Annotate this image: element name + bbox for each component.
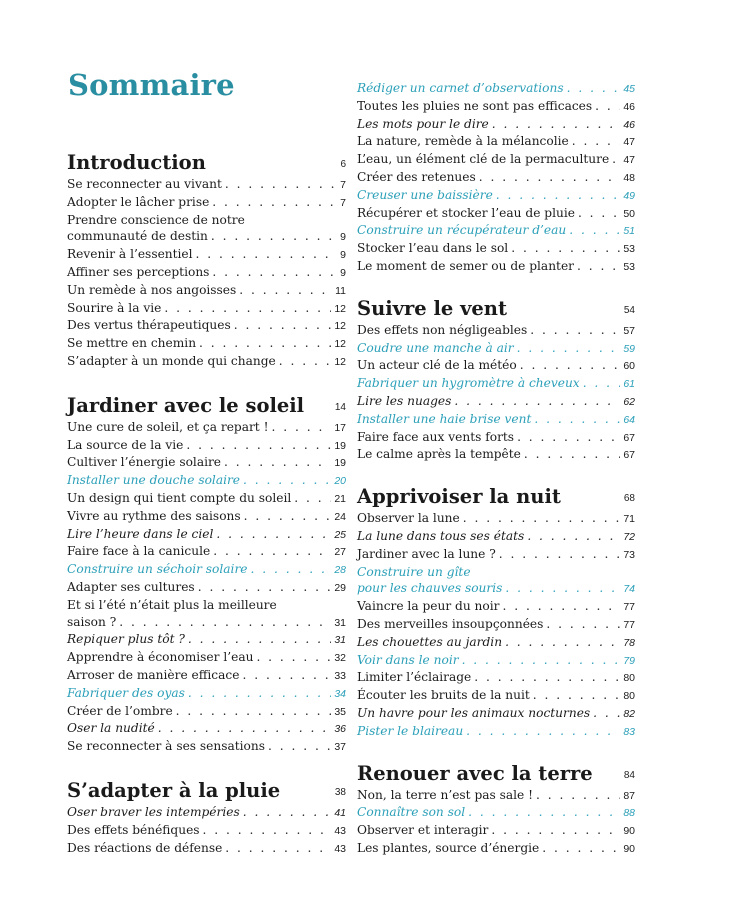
dot-leader [188, 631, 331, 648]
toc-section [357, 294, 635, 464]
toc-entry[interactable] [357, 151, 635, 169]
entry-title: Connaître son sol [357, 805, 466, 820]
entry-page-number: 31 [334, 634, 346, 647]
dot-leader [474, 669, 620, 686]
section-heading [67, 391, 346, 417]
entry-page-number: 87 [623, 789, 635, 802]
dot-leader [213, 543, 331, 560]
entry-page-number: 74 [623, 583, 635, 596]
toc-entry[interactable] [357, 98, 635, 116]
toc-entry[interactable] [67, 561, 346, 579]
toc-entry[interactable] [357, 222, 635, 240]
dot-leader [492, 116, 621, 133]
entry-page-number: 46 [623, 100, 635, 113]
entry-page-number: 90 [623, 842, 635, 855]
dot-leader [212, 264, 337, 281]
entry-page-number: 64 [623, 413, 635, 426]
entry-title: Limiter l’éclairage [357, 670, 472, 685]
entry-title: Les mots pour le dire [357, 116, 489, 131]
dot-leader [186, 437, 331, 454]
entry-title: Toutes les pluies ne sont pas efficaces [357, 98, 593, 113]
entry-title: Faire face aux vents forts [357, 429, 515, 444]
entry-title: Se mettre en chemin [67, 336, 197, 351]
dot-leader [225, 176, 337, 193]
entry-title: Affiner ses perceptions [67, 264, 210, 279]
entry-page-number: 24 [334, 510, 346, 523]
toc-entry[interactable] [67, 804, 346, 822]
entry-page-number: 36 [334, 723, 346, 736]
dot-leader [530, 322, 620, 339]
dot-leader [468, 804, 620, 821]
entry-page-number: 82 [623, 707, 635, 720]
dot-leader [593, 705, 620, 722]
entry-page-number: 12 [334, 302, 346, 315]
dot-leader [211, 228, 337, 245]
entry-page-number: 7 [340, 196, 346, 209]
entry-title: Coudre une manche à air [357, 340, 514, 355]
entry-page-number: 60 [623, 360, 635, 373]
dot-leader [520, 357, 621, 374]
section-heading [357, 482, 635, 508]
entry-title: saison ? [67, 614, 117, 629]
toc-entry[interactable] [357, 705, 635, 723]
entry-title: Des effets non négligeables [357, 322, 528, 337]
toc-entry[interactable] [357, 787, 635, 805]
dot-leader [164, 300, 331, 317]
entry-title: Non, la terre n’est pas sale ! [357, 787, 534, 802]
entry-page-number: 73 [623, 548, 635, 561]
entry-title: Des vertus thérapeutiques [67, 318, 231, 333]
entry-title: Oser braver les intempéries [67, 804, 240, 819]
entry-page-number: 67 [623, 431, 635, 444]
toc-entry[interactable] [357, 652, 635, 670]
entry-title: L’eau, un élément clé de la permaculture [357, 152, 610, 167]
toc-entry[interactable] [67, 667, 346, 685]
entry-page-number: 9 [340, 231, 346, 244]
section-title[interactable]: Jardiner avec le soleil [67, 393, 305, 417]
entry-page-number: 29 [334, 581, 346, 594]
toc-entry[interactable] [357, 616, 635, 634]
toc-entry[interactable] [357, 840, 635, 858]
toc-entry[interactable] [67, 703, 346, 721]
entry-title: Un design qui tient compte du soleil [67, 490, 292, 505]
entry-title: Construire un récupérateur d’eau [357, 223, 567, 238]
entry-title: Créer des retenues [357, 169, 476, 184]
dot-leader [463, 510, 621, 527]
dot-leader [279, 353, 332, 370]
entry-page-number: 79 [623, 654, 635, 667]
section-page-number: 84 [623, 769, 635, 781]
entry-title: S’adapter à un monde qui change [67, 353, 276, 368]
toc-entry[interactable] [67, 526, 346, 544]
dot-leader [294, 490, 331, 507]
toc-section [357, 759, 635, 858]
entry-title: pour les chauves souris [357, 581, 503, 596]
entry-page-number: 90 [623, 825, 635, 838]
entry-page-number: 9 [340, 266, 346, 279]
dot-leader [212, 194, 337, 211]
toc-entry[interactable] [67, 472, 346, 490]
entry-page-number: 47 [623, 136, 635, 149]
entry-title: Fabriquer un hygromètre à cheveux [357, 376, 580, 391]
section-heading [67, 776, 346, 802]
dot-leader [479, 169, 621, 186]
page-title: Sommaire [68, 68, 235, 102]
toc-entry[interactable] [357, 723, 635, 741]
entry-title: Installer une haie brise vent [357, 411, 532, 426]
entry-title: Le moment de semer ou de planter [357, 258, 574, 273]
section-page-number: 54 [623, 304, 635, 316]
entry-title: Lire l’heure dans le ciel [67, 526, 214, 541]
toc-entry[interactable] [357, 822, 635, 840]
dot-leader [466, 723, 620, 740]
entry-page-number: 12 [334, 338, 346, 351]
toc-entry[interactable] [357, 411, 635, 429]
toc-entry[interactable] [67, 685, 346, 703]
entry-page-number: 12 [334, 355, 346, 368]
entry-page-number: 27 [334, 546, 346, 559]
entry-title: Pister le blaireau [357, 723, 464, 738]
section-heading [357, 759, 635, 785]
entry-title: Rédiger un carnet d’observations [357, 81, 564, 95]
toc-entry[interactable] [67, 490, 346, 508]
toc-entry[interactable] [357, 669, 635, 687]
dot-leader [491, 822, 620, 839]
dot-leader [454, 393, 620, 410]
toc-entry[interactable] [67, 649, 346, 667]
toc-entry[interactable] [357, 446, 635, 464]
toc-entry[interactable] [357, 116, 635, 134]
dot-leader [595, 98, 620, 115]
toc-entry[interactable] [357, 322, 635, 340]
entry-title: Un remède à nos angoisses [67, 282, 237, 297]
entry-title: La lune dans tous ses états [357, 528, 525, 543]
entry-page-number: 77 [623, 601, 635, 614]
dot-leader [462, 652, 621, 669]
section-title[interactable]: S’adapter à la pluie [67, 778, 281, 802]
entry-title: Récupérer et stocker l’eau de pluie [357, 205, 575, 220]
toc-entry[interactable] [357, 205, 635, 223]
toc-entry[interactable] [67, 614, 346, 632]
entry-page-number: 33 [334, 669, 346, 682]
toc-entry[interactable] [357, 528, 635, 546]
entry-page-number: 17 [334, 421, 346, 434]
dot-leader [524, 446, 620, 463]
entry-title: Se reconnecter au vivant [67, 177, 222, 191]
toc-entry[interactable] [357, 580, 635, 598]
section-title[interactable]: Renouer avec la terre [357, 761, 593, 785]
entry-title: Des effets bénéfiques [67, 822, 200, 837]
entry-title: Adapter ses cultures [67, 579, 195, 594]
entry-title: Stocker l’eau dans le sol [357, 241, 509, 256]
toc-entry[interactable]: Et si l’été n’était plus la meilleure [67, 597, 277, 612]
toc-entry[interactable] [67, 228, 346, 246]
dot-leader [268, 738, 331, 755]
entry-title: Adopter le lâcher prise [67, 194, 210, 209]
dot-leader [612, 151, 620, 168]
section-page-number: 6 [340, 159, 346, 170]
entry-page-number: 61 [623, 378, 635, 391]
toc-entry[interactable] [67, 631, 346, 649]
entry-page-number: 50 [623, 207, 635, 220]
dot-leader [517, 340, 621, 357]
entry-page-number: 47 [623, 154, 635, 167]
dot-leader [243, 472, 331, 489]
entry-page-number: 43 [334, 824, 346, 837]
toc-entry[interactable]: Construire un gîte [357, 564, 471, 579]
entry-title: Sourire à la vie [67, 300, 162, 315]
toc-entry[interactable] [67, 454, 346, 472]
toc-entry[interactable] [357, 804, 635, 822]
dot-leader [271, 419, 331, 436]
dot-leader [505, 580, 620, 597]
entry-title: Une cure de soleil, et ça repart ! [67, 419, 269, 434]
toc-entry[interactable] [67, 317, 346, 335]
entry-title: Fabriquer des oyas [67, 685, 185, 700]
entry-title: Vivre au rythme des saisons [67, 508, 241, 523]
entry-page-number: 20 [334, 475, 346, 488]
dot-leader [225, 840, 331, 857]
entry-page-number: 49 [623, 189, 635, 202]
dot-leader [199, 335, 331, 352]
toc-entry[interactable] [357, 258, 635, 276]
entry-page-number: 31 [334, 616, 346, 629]
dot-leader [569, 222, 620, 239]
toc-entry[interactable] [67, 176, 346, 194]
toc-entry[interactable] [357, 133, 635, 151]
entry-title: communauté de destin [67, 229, 208, 244]
entry-title: La nature, remède à la mélancolie [357, 134, 569, 149]
dot-leader [244, 508, 332, 525]
toc-entry[interactable] [357, 510, 635, 528]
dot-leader [234, 317, 332, 334]
toc-entry[interactable] [67, 720, 346, 738]
entry-title: Repiquer plus tôt ? [67, 632, 185, 647]
entry-page-number: 46 [623, 118, 635, 131]
entry-page-number: 45 [623, 83, 635, 95]
section-heading [357, 294, 635, 320]
dot-leader [188, 685, 331, 702]
entry-page-number: 48 [623, 171, 635, 184]
entry-title: Creuser une baissière [357, 187, 493, 202]
dot-leader [243, 804, 332, 821]
entry-title: Lire les nuages [357, 393, 452, 408]
entry-page-number: 67 [623, 449, 635, 462]
toc-column-right [357, 80, 635, 858]
entry-page-number: 21 [334, 492, 346, 505]
entry-page-number: 83 [623, 725, 635, 738]
section-title[interactable]: Introduction [67, 151, 206, 174]
dot-leader [196, 246, 338, 263]
entry-page-number: 37 [334, 741, 346, 754]
dot-leader [527, 528, 620, 545]
entry-title: Écouter les bruits de la nuit [357, 688, 530, 703]
entry-page-number: 32 [334, 652, 346, 665]
dot-leader [502, 598, 620, 615]
dot-leader [198, 579, 332, 596]
toc-entry[interactable] [357, 393, 635, 411]
toc-entry[interactable] [67, 508, 346, 526]
toc-section [67, 391, 346, 756]
toc-entry[interactable] [67, 246, 346, 264]
dot-leader [577, 258, 620, 275]
entry-title: Les chouettes au jardin [357, 634, 503, 649]
entry-page-number: 25 [334, 528, 346, 541]
entry-title: Revenir à l’essentiel [67, 247, 193, 262]
dot-leader [119, 614, 331, 631]
entry-title: Installer une douche solaire [67, 473, 241, 488]
toc-entry[interactable] [357, 240, 635, 258]
toc-column-left [67, 148, 346, 857]
toc-entry[interactable] [357, 375, 635, 393]
dot-leader [242, 667, 331, 684]
entry-title: Un havre pour les animaux nocturnes [357, 705, 591, 720]
toc-entry[interactable] [67, 738, 346, 756]
dot-leader [542, 840, 620, 857]
entry-title: Les plantes, source d’énergie [357, 840, 540, 855]
entry-title: Oser la nudité [67, 721, 155, 736]
dot-leader [239, 282, 332, 299]
dot-leader [511, 240, 620, 257]
toc-section [357, 80, 635, 276]
entry-title: Arroser de manière efficace [67, 667, 240, 682]
toc-entry[interactable] [67, 543, 346, 561]
dot-leader [572, 133, 621, 150]
entry-title: Observer la lune [357, 511, 460, 526]
dot-leader [216, 526, 331, 543]
entry-page-number: 11 [335, 284, 346, 297]
dot-leader [499, 546, 621, 563]
toc-section [67, 776, 346, 857]
toc-entry[interactable] [67, 282, 346, 300]
toc-entry[interactable] [67, 437, 346, 455]
entry-page-number: 35 [334, 705, 346, 718]
entry-page-number: 71 [623, 513, 635, 526]
entry-page-number: 57 [623, 324, 635, 337]
dot-leader [496, 187, 621, 204]
dot-leader [256, 649, 331, 666]
dot-leader [546, 616, 620, 633]
toc-entry[interactable]: Prendre conscience de notre [67, 212, 245, 227]
toc-section [67, 148, 346, 371]
toc-entry[interactable] [357, 80, 635, 98]
dot-leader [533, 687, 621, 704]
entry-page-number: 80 [623, 690, 635, 703]
toc-entry[interactable] [67, 194, 346, 212]
entry-title: Voir dans le noir [357, 652, 459, 667]
toc-entry[interactable] [67, 579, 346, 597]
entry-page-number: 62 [623, 395, 635, 408]
toc-entry[interactable] [67, 822, 346, 840]
toc-entry[interactable] [357, 687, 635, 705]
dot-leader [251, 561, 332, 578]
entry-title: Des réactions de défense [67, 840, 223, 855]
entry-title: Observer et interagir [357, 823, 489, 838]
entry-page-number: 51 [623, 225, 635, 238]
entry-page-number: 28 [334, 564, 346, 577]
toc-entry[interactable] [357, 340, 635, 358]
section-page-number: 38 [334, 786, 346, 798]
entry-title: Se reconnecter à ses sensations [67, 739, 265, 754]
dot-leader [567, 80, 621, 97]
toc-entry[interactable] [67, 300, 346, 318]
section-heading [67, 148, 346, 174]
entry-page-number: 7 [340, 179, 346, 191]
entry-page-number: 12 [334, 320, 346, 333]
dot-leader [578, 205, 620, 222]
entry-title: La source de la vie [67, 437, 184, 452]
entry-page-number: 43 [334, 842, 346, 855]
toc-entry[interactable] [67, 353, 346, 371]
entry-page-number: 9 [340, 249, 346, 262]
entry-title: Faire face à la canicule [67, 544, 211, 559]
entry-page-number: 77 [623, 618, 635, 631]
toc-entry[interactable] [357, 187, 635, 205]
entry-title: Construire un séchoir solaire [67, 562, 248, 577]
section-page-number: 14 [334, 401, 346, 413]
toc-entry[interactable] [357, 169, 635, 187]
entry-page-number: 78 [623, 636, 635, 649]
toc-entry[interactable] [67, 335, 346, 353]
dot-leader [534, 411, 620, 428]
entry-title: Un acteur clé de la météo [357, 358, 517, 373]
dot-leader [505, 634, 620, 651]
entry-title: Vaincre la peur du noir [357, 599, 500, 614]
toc-entry[interactable] [67, 840, 346, 858]
dot-leader [517, 429, 620, 446]
section-title[interactable]: Suivre le vent [357, 296, 507, 320]
entry-title: Jardiner avec la lune ? [357, 546, 496, 561]
entry-page-number: 80 [623, 672, 635, 685]
dot-leader [176, 703, 332, 720]
toc-entry[interactable] [357, 429, 635, 447]
toc-entry[interactable] [67, 264, 346, 282]
entry-page-number: 19 [334, 439, 346, 452]
toc-entry[interactable] [357, 634, 635, 652]
entry-title: Apprendre à économiser l’eau [67, 650, 254, 665]
entry-page-number: 53 [623, 260, 635, 273]
dot-leader [203, 822, 332, 839]
entry-title: Le calme après la tempête [357, 447, 521, 462]
entry-page-number: 72 [623, 530, 635, 543]
toc-entry[interactable] [357, 357, 635, 375]
entry-page-number: 53 [623, 243, 635, 256]
entry-page-number: 88 [623, 807, 635, 820]
entry-title: Cultiver l’énergie solaire [67, 455, 222, 470]
entry-page-number: 59 [623, 342, 635, 355]
entry-page-number: 34 [334, 687, 346, 700]
section-title[interactable]: Apprivoiser la nuit [357, 485, 561, 509]
dot-leader [583, 375, 621, 392]
dot-leader [224, 454, 331, 471]
toc-entry[interactable] [357, 546, 635, 564]
entry-page-number: 41 [334, 806, 346, 819]
entry-title: Des merveilles insoupçonnées [357, 616, 544, 631]
entry-page-number: 19 [334, 457, 346, 470]
toc-section [357, 482, 635, 740]
toc-entry[interactable] [357, 598, 635, 616]
toc-entry[interactable] [67, 419, 346, 437]
dot-leader [536, 787, 620, 804]
dot-leader [158, 720, 332, 737]
section-page-number: 68 [623, 493, 635, 505]
entry-title: Créer de l’ombre [67, 703, 173, 718]
